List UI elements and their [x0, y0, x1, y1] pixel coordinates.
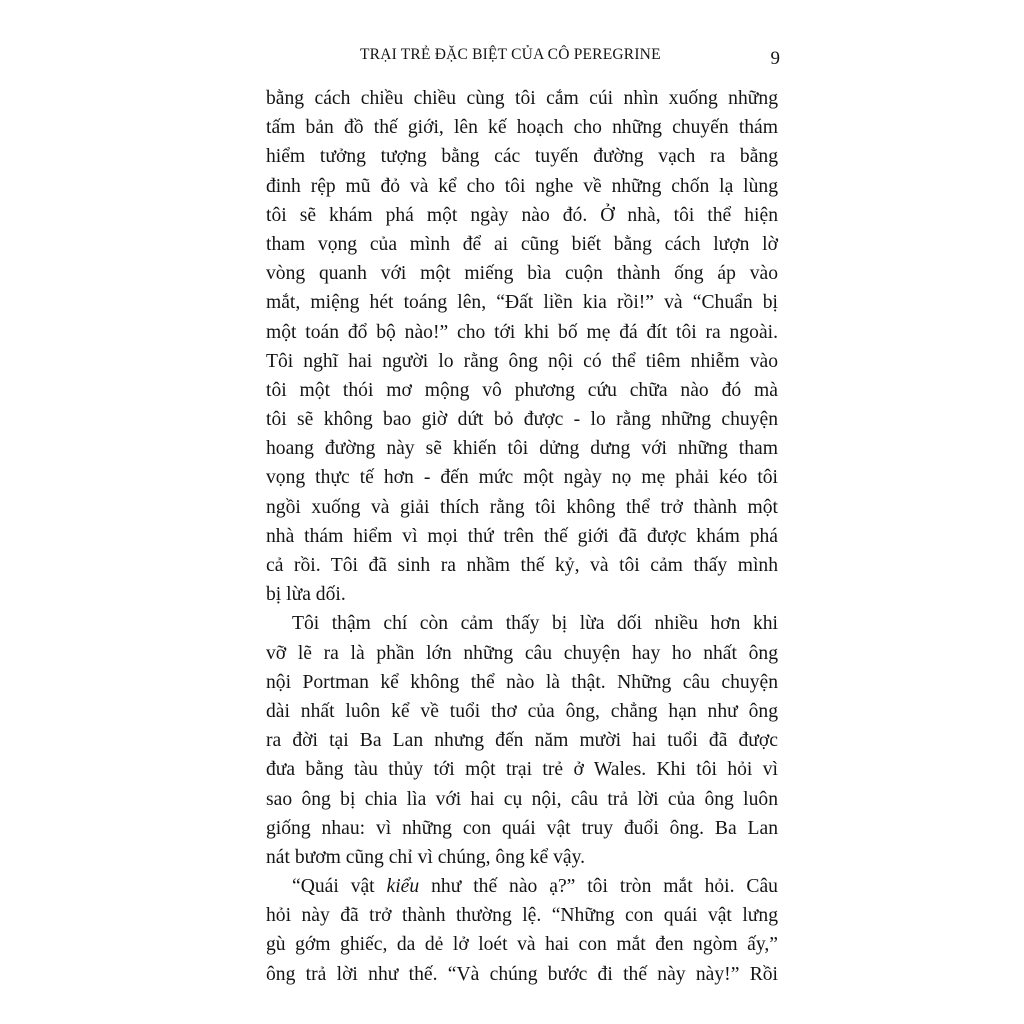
page-number: 9: [770, 48, 780, 69]
text-line: tấm bản đồ thế giới, lên kế hoạch cho những chuyến thám: [266, 117, 778, 139]
paragraph-first-line: [266, 872, 778, 901]
text-line: nội Portman kể không thể nào là thật. Những câu chuyện: [266, 671, 778, 693]
text-line: gù gớm ghiếc, da dẻ lở loét và hai con mắt đen ngòm ấy,”: [266, 934, 778, 956]
text-line: đinh rệp mũ đỏ và kể cho tôi nghe về những chốn lạ lùng: [266, 175, 778, 197]
text-line: cả rồi. Tôi đã sinh ra nhầm thế kỷ, và tôi cảm thấy mình: [266, 555, 778, 576]
text-line: hoang đường này sẽ khiến tôi dửng dưng với những tham: [266, 438, 778, 460]
text-line: hiểm tưởng tượng bằng các tuyến đường vạch ra bằng: [266, 146, 778, 168]
text-line: tham vọng của mình để ai cũng biết bằng cách lượn lờ: [266, 233, 778, 255]
running-header: [250, 46, 790, 72]
text-line: hỏi này đã trở thành thường lệ. “Những con quái vật lưng: [266, 905, 778, 927]
text-line: một toán đổ bộ nào!” cho tới khi bố mẹ đá đít tôi ra ngoài.: [266, 321, 778, 343]
body-text: [266, 84, 778, 989]
text-line: tôi một thói mơ mộng vô phương cứu chữa nào đó mà: [266, 379, 778, 401]
text-line: nát bươm cũng chỉ vì chúng, ông kể vậy.: [266, 846, 585, 868]
running-title: TRẠI TRẺ ĐẶC BIỆT CỦA CÔ PEREGRINE: [360, 46, 661, 63]
text-line: dài nhất luôn kể về tuổi thơ của ông, chẳng hạn như ông: [266, 700, 778, 722]
text-line: vọng thực tế hơn - đến mức một ngày nọ mẹ phải kéo tôi: [266, 467, 778, 489]
text-line: tôi sẽ khám phá một ngày nào đó. Ở nhà, tôi thể hiện: [266, 204, 778, 226]
text-line: nhà thám hiểm vì mọi thứ trên thế giới đã được khám phá: [266, 525, 778, 547]
text-line: giống nhau: vì những con quái vật truy đuổi ông. Ba Lan: [266, 817, 778, 839]
text-line: Tôi nghĩ hai người lo rằng ông nội có thể tiêm nhiễm vào: [266, 350, 778, 372]
text-line: sao ông bị chia lìa với hai cụ nội, câu trả lời của ông luôn: [266, 788, 778, 810]
paragraph-first-line: Tôi thậm chí còn cảm thấy bị lừa dối nhiều hơn khi: [292, 613, 778, 635]
text-line: ngồi xuống và giải thích rằng tôi không thể trở thành một: [266, 496, 778, 518]
text-line: ra đời tại Ba Lan nhưng đến năm mười hai tuổi đã được: [266, 730, 778, 752]
text-line: vỡ lẽ ra là phần lớn những câu chuyện hay ho nhất ông: [266, 642, 778, 664]
text-line: mắt, miệng hét toáng lên, “Đất liền kia rồi!” và “Chuẩn bị: [266, 292, 778, 314]
emphasis-word: kiểu: [386, 876, 420, 898]
text-line: tôi sẽ không bao giờ dứt bỏ được - lo rằng những chuyện: [266, 409, 778, 431]
text-line: bị lừa dối.: [266, 584, 346, 606]
text-line: bằng cách chiều chiều cùng tôi cắm cúi nhìn xuống những: [266, 88, 778, 109]
text-line: ông trả lời như thế. “Và chúng bước đi thế này này!” Rồi: [266, 963, 778, 985]
dialogue-open: “Quái vật: [292, 876, 375, 898]
text-line: vòng quanh với một miếng bìa cuộn thành ống áp vào: [266, 263, 778, 285]
dialogue-rest: như thế nào ạ?” tôi tròn mắt hỏi. Câu: [431, 876, 778, 898]
text-line: đưa bằng tàu thủy tới một trại trẻ ở Wales. Khi tôi hỏi vì: [266, 759, 778, 781]
